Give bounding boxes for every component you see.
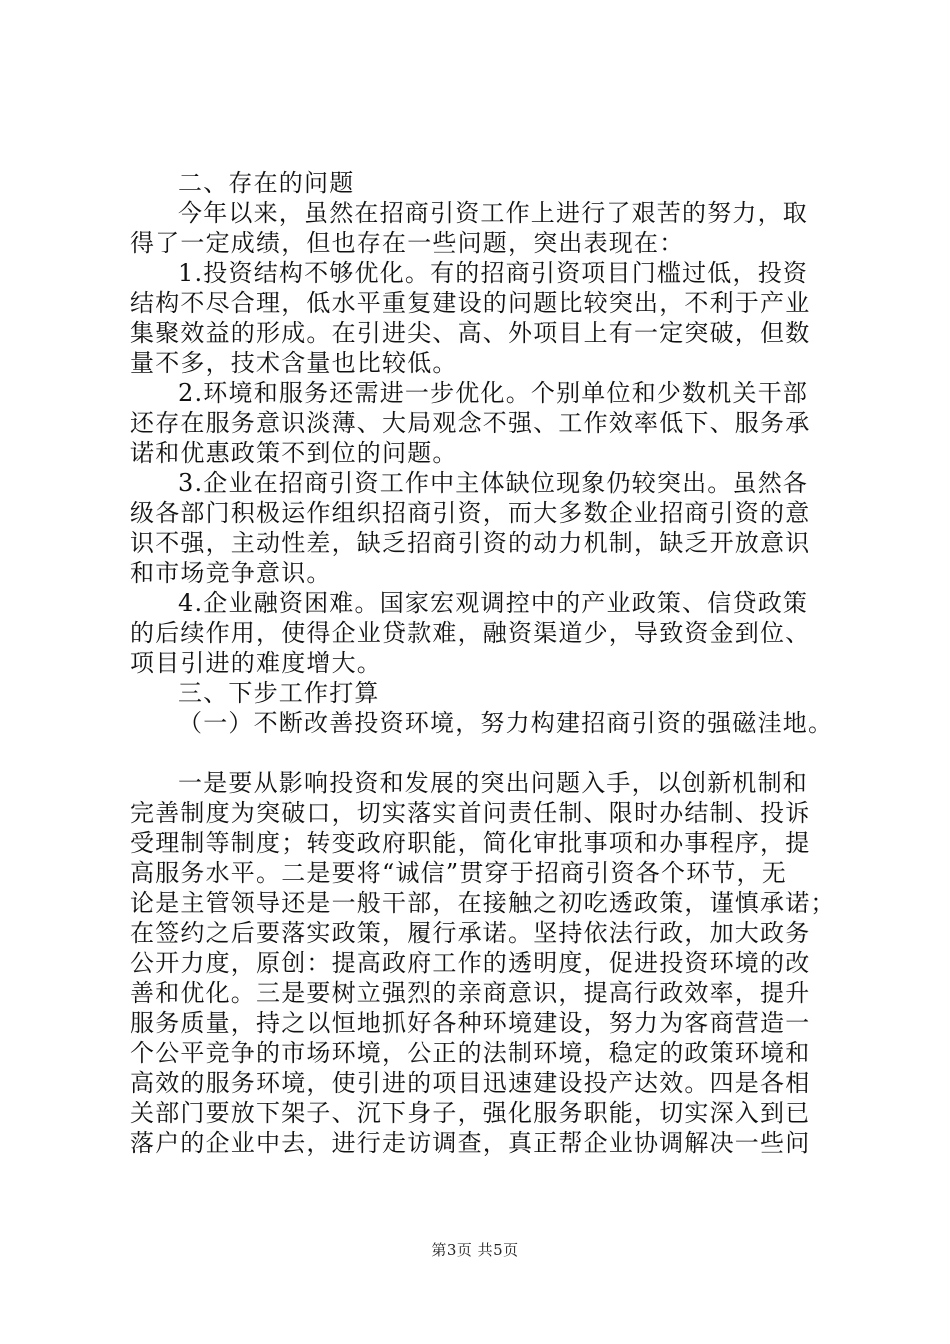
text-line: 公开力度，原创：提高政府工作的透明度，促进投资环境的改 <box>130 949 811 977</box>
document-body <box>130 168 836 1158</box>
text-line: 的后续作用，使得企业贷款难，融资渠道少，导致资金到位、 <box>130 619 811 647</box>
text-line: 在签约之后要落实政策，履行承诺。坚持依法行政，加大政务 <box>130 919 811 947</box>
text-line: 受理制等制度；转变政府职能，简化审批事项和办事程序，提 <box>130 829 811 857</box>
page-footer: 第3页 共5页 <box>431 1241 519 1259</box>
text-line: 得了一定成绩，但也存在一些问题，突出表现在： <box>130 229 685 257</box>
text-line: 和市场竞争意识。 <box>130 559 332 587</box>
text-line: 集聚效益的形成。在引进尖、高、外项目上有一定突破，但数 <box>130 319 811 347</box>
text-line: 关部门要放下架子、沉下身子，强化服务职能，切实深入到已 <box>130 1099 811 1127</box>
text-line: 2.环境和服务还需进一步优化。个别单位和少数机关干部 <box>178 379 809 407</box>
text-line: 3.企业在招商引资工作中主体缺位现象仍较突出。虽然各 <box>178 469 809 497</box>
text-line: 项目引进的难度增大。 <box>130 649 382 677</box>
text-line: 完善制度为突破口，切实落实首问责任制、限时办结制、投诉 <box>130 799 811 827</box>
text-line: 二、存在的问题 <box>178 169 355 197</box>
text-line: 今年以来，虽然在招商引资工作上进行了艰苦的努力，取 <box>178 199 808 227</box>
text-line: 服务质量，持之以恒地抓好各种环境建设，努力为客商营造一 <box>130 1009 811 1037</box>
text-line: 量不多，技术含量也比较低。 <box>130 349 458 377</box>
text-line: 诺和优惠政策不到位的问题。 <box>130 439 458 467</box>
text-line: 三、下步工作打算 <box>178 679 380 707</box>
text-line: 善和优化。三是要树立强烈的亲商意识，提高行政效率，提升 <box>130 979 811 1007</box>
text-line: 识不强，主动性差，缺乏招商引资的动力机制，缺乏开放意识 <box>130 529 811 557</box>
text-line: 1.投资结构不够优化。有的招商引资项目门槛过低，投资 <box>178 259 809 287</box>
text-line: （一）不断改善投资环境，努力构建招商引资的强磁洼地。 <box>178 709 834 737</box>
text-line: 级各部门积极运作组织招商引资，而大多数企业招商引资的意 <box>130 499 811 527</box>
text-line: 一是要从影响投资和发展的突出问题入手，以创新机制和 <box>178 769 808 797</box>
text-line: 高服务水平。二是要将“诚信”贯穿于招商引资各个环节，无 <box>130 859 787 887</box>
blank-line <box>130 738 830 768</box>
text-line: 结构不尽合理，低水平重复建设的问题比较突出，不利于产业 <box>130 289 811 317</box>
text-line: 落户的企业中去，进行走访调查，真正帮企业协调解决一些问 <box>130 1129 811 1157</box>
text-line: 还存在服务意识淡薄、大局观念不强、工作效率低下、服务承 <box>130 409 811 437</box>
text-line: 4.企业融资困难。国家宏观调控中的产业政策、信贷政策 <box>178 589 809 617</box>
text-line: 高效的服务环境，使引进的项目迅速建设投产达效。四是各相 <box>130 1069 811 1097</box>
text-line: 论是主管领导还是一般干部，在接触之初吃透政策，谨慎承诺； <box>130 889 836 917</box>
text-line: 个公平竞争的市场环境，公正的法制环境，稳定的政策环境和 <box>130 1039 811 1067</box>
